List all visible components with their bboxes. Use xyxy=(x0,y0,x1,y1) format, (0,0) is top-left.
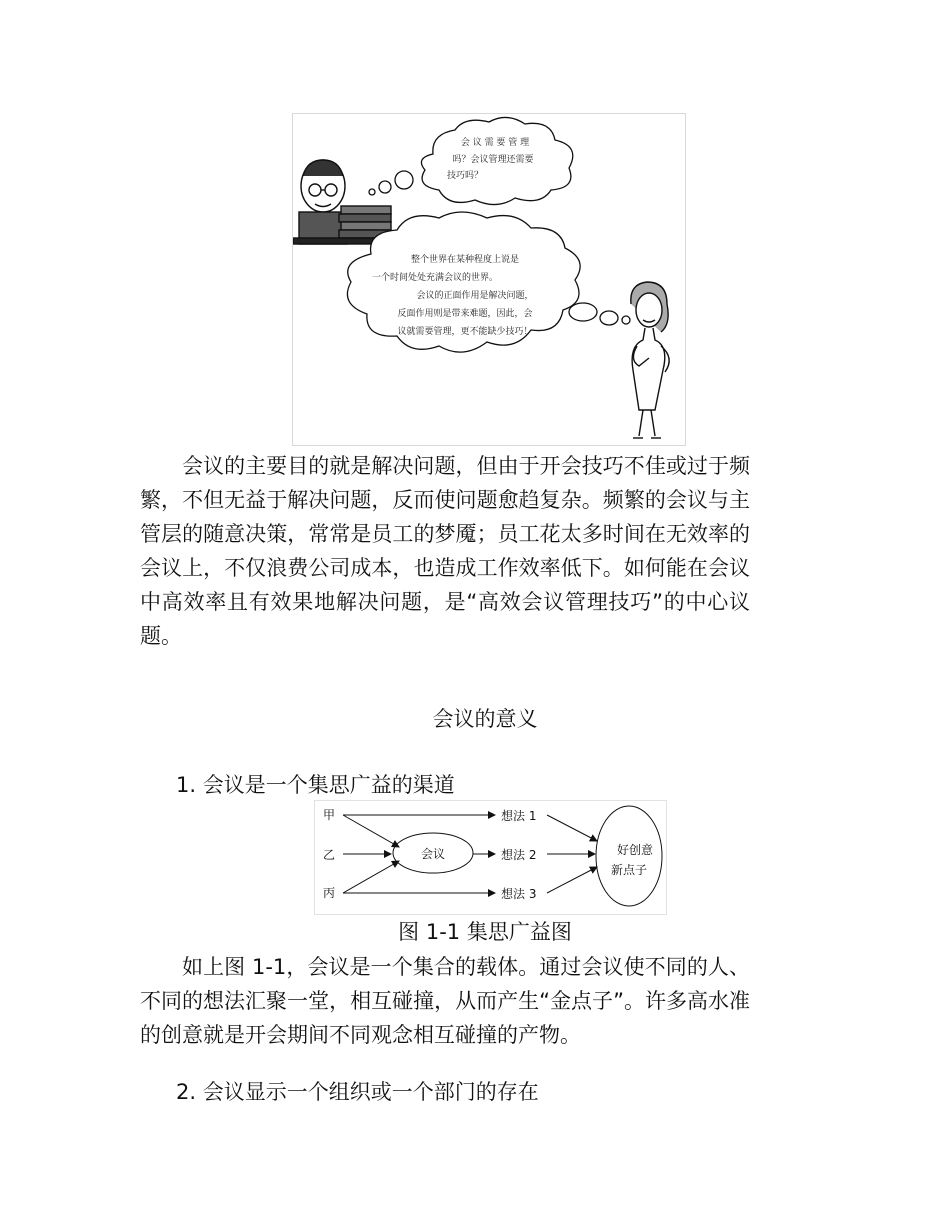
top-bubble-line-3: 技巧吗？ xyxy=(447,171,484,181)
meeting-label: 会议 xyxy=(420,847,446,861)
bottom-bubble-line-2: 一个时间处处充满会议的世界。 xyxy=(371,273,499,283)
bottom-bubble-line-5: 议就需要管理，更不能缺少技巧！ xyxy=(397,327,533,337)
list-item-1: 1. 会议是一个集思广益的渠道 xyxy=(176,773,455,797)
figure-caption: 图 1-1 集思广益图 xyxy=(398,920,572,944)
section-title: 会议的意义 xyxy=(432,707,538,731)
idea-2: 想法 2 xyxy=(501,848,537,862)
intro-paragraph: 会议的主要目的就是解决问题，但由于开会技巧不佳或过于频繁，不但无益于解决问题，反而使问题愈趋复杂。频繁的会议与主管层的随意决策，常常是员工的梦魇；员工花太多时间在无效率的会议上，不仅浪费公司成本，也造成工作效率低下。如何能在会议中高效率且有效果地解决问题，是“高效会议管理技巧”的中心议题。 xyxy=(140,454,750,648)
cartoon-drawing xyxy=(293,114,685,445)
explanation-paragraph: 如上图 1-1，会议是一个集合的载体。通过会议使不同的人、不同的想法汇聚一堂，相互碰撞，从而产生“金点子”。许多高水准的创意就是开会期间不同观念相互碰撞的产物。 xyxy=(140,955,750,1047)
bottom-bubble-line-4: 反面作用则是带来难题，因此，会 xyxy=(397,309,533,319)
input-yi: 乙 xyxy=(323,848,336,862)
list-item-2: 2. 会议显示一个组织或一个部门的存在 xyxy=(176,1080,539,1104)
input-bing: 丙 xyxy=(323,886,336,900)
bottom-bubble-line-1: 整个世界在某种程度上说是 xyxy=(410,255,520,265)
idea-3: 想法 3 xyxy=(501,887,537,901)
input-jia: 甲 xyxy=(323,808,336,822)
top-bubble-line-2: 吗？会议管理还需要 xyxy=(452,155,534,165)
cartoon-illustration xyxy=(292,113,686,446)
bottom-bubble-line-3: 会议的正面作用是解决问题， xyxy=(416,291,534,301)
result-line-2: 新点子 xyxy=(610,863,648,877)
diagram-arrows xyxy=(343,815,597,893)
result-line-1: 好创意 xyxy=(616,843,654,857)
woman-figure xyxy=(631,282,669,438)
brainstorm-diagram xyxy=(314,800,667,915)
top-bubble-line-1: 会 议 需 要 管 理 xyxy=(460,138,530,148)
old-man-figure xyxy=(293,160,393,244)
diagram-drawing xyxy=(315,801,666,914)
idea-1: 想法 1 xyxy=(501,809,537,823)
